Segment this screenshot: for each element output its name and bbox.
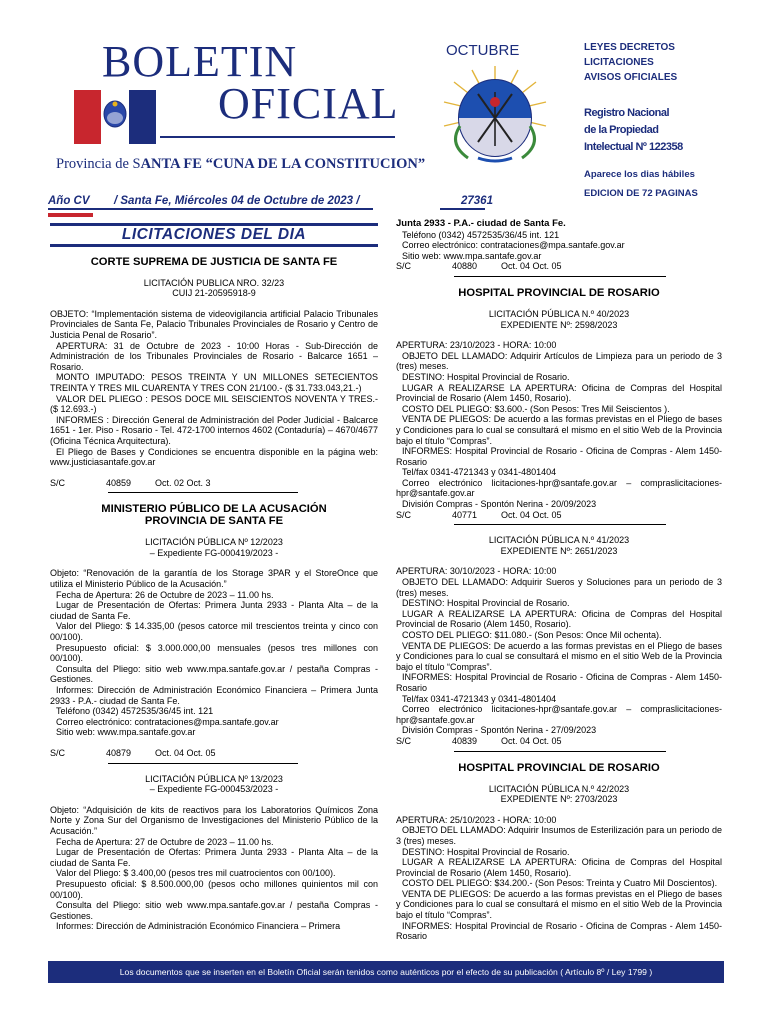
provincial-seal-icon [438,64,552,168]
section-rule-bottom [50,244,378,247]
h41-objeto: OBJETO DEL LLAMADO: Adquirir Sueros y Soluciones para un periodo de 3 (tres) meses. [396,577,722,598]
mpa1-fecha: Fecha de Apertura: 26 de Octubre de 2023 – 11.00 hs. [56,589,274,600]
h40-division: División Compras - Spontón Nerina - 20/09/2023 [402,499,597,510]
h42-lugar: LUGAR A REALIZARSE LA APERTURA: Oficina de Compras del Hospital Provincial de Rosario (Alem 1450, Rosario). [396,857,722,878]
mpa2-presupuesto: Presupuesto oficial: $ 8.500.000,00 (pesos ocho millones quinientos mil con 00/100). [50,878,378,900]
title-oficial: OFICIAL [218,79,399,128]
title-boletin: BOLETIN [102,37,298,86]
mpa2-consulta: Consulta del Pliego: sitio web www.mpa.santafe.gov.ar / pestaña Compras - Gestiones. [50,900,378,921]
lic-number: LICITACIÓN PÚBLICA N.º 42/2023 [488,783,630,794]
mpa1-sitio: Sitio web: www.mpa.santafe.gov.ar [56,727,196,738]
lic-heading [50,537,378,558]
h42-venta: VENTA DE PLIEGOS: De acuerdo a las formas previstas en el Pliego de bases y Condiciones para lo cual se consultará el mismo en el sitio Web de la Provincia bajo el título “Compras”. [396,888,722,921]
registro-propiedad [584,105,683,156]
mpa1-sc-line [50,748,378,759]
sc-number: 40879 [106,747,132,758]
section-title: LICITACIONES DEL DIA [121,226,307,243]
mpa2-fecha: Fecha de Apertura: 27 de Octubre de 2023 – 11.00 hs. [56,836,274,847]
left-column [50,219,378,932]
corte-valor: VALOR DEL PLIEGO : PESOS DOCE MIL SEISCIENTOS NOVENTA Y TRES.- ($ 12.693.-) [50,393,378,415]
h40-costo: COSTO DEL PLIEGO: $3.600.- (Son Pesos: Tres Mil Seiscientos ). [402,403,670,414]
sc-label: S/C [396,261,412,272]
sc-dates: Oct. 04 Oct. 05 [501,509,562,520]
sections-list [584,40,677,85]
lic-expediente: EXPEDIENTE Nº: 2598/2023 [500,319,618,330]
registro-line-3: Intelectual Nº 122358 [584,141,683,153]
h41-correo: Correo electrónico licitaciones-hpr@santafe.gov.ar – compraslicitaciones-hpr@santafe.gov.ar [396,704,722,725]
cont-correo: Correo electrónico: contrataciones@mpa.santafe.gov.ar [402,240,625,251]
mpa1-lugar: Lugar de Presentación de Ofertas: Primera Junta 2933 - Planta Alta – de la ciudad de Santa Fe. [50,600,378,621]
mpa2-objeto: Objeto: “Adquisición de kits de reactivos para los Laboratorios Químicos Zona Norte y Zona Sur del Organismo de Investigaciones del Ministerio Público de la Acusación.” [50,804,378,836]
entity-line-1: MINISTERIO PÚBLICO DE LA ACUSACIÓN [101,503,327,516]
lic-expediente: EXPEDIENTE Nº: 2703/2023 [500,794,618,805]
h42-apertura: APERTURA: 25/10/2023 - HORA: 10:00 [396,814,557,825]
cont-sc-line [396,261,722,272]
corte-sc-line [50,478,378,489]
h40-correo: Correo electrónico licitaciones-hpr@santafe.gov.ar – compraslicitaciones-hpr@santafe.gov.ar [396,477,722,499]
link-avisos-oficiales: AVISOS OFICIALES [584,72,678,83]
corte-apertura: APERTURA: 31 de Octubre de 2023 - 10:00 Horas - Sub-Dirección de Administración de los Tribunales Provinciales de Rosario - Balcarce 1651 – Rosario. [50,340,378,372]
h42-costo: COSTO DEL PLIEGO: $34.200.- (Son Pesos: Treinta y Cuatro Mil Doscientos). [402,878,718,889]
corte-informes: INFORMES : Dirección General de Administración del Poder Judicial - Balcarce 1651 - 1er. Piso - Rosario - Tel. 472-1700 internos 4602 (Contaduría) – 4670/4677 (Oficina Técnica Arquitectura). [50,414,378,446]
corte-objeto: OBJETO: “Implementación sistema de videovigilancia artificial Palacio Tribunales Provinciales de Santa Fe, Palacio Tribunales Provinciales de Rosario y Centro de Justicia Penal de Rosario”. [50,308,378,340]
h41-apertura: APERTURA: 30/10/2023 - HORA: 10:00 [396,566,557,577]
mpa1-consulta: Consulta del Pliego: sitio web www.mpa.santafe.gov.ar / pestaña Compras - Gestiones. [50,663,378,685]
lic-number: LICITACIÓN PÚBLICA N.º 41/2023 [488,535,630,546]
mpa1-informes: Informes: Dirección de Administración Económico Financiera – Primera Junta 2933 - P.A.- ciudad de Santa Fe. [50,685,378,706]
h42-destino: DESTINO: Hospital Provincial de Rosario. [402,846,570,857]
h41-venta: VENTA DE PLIEGOS: De acuerdo a las formas previstas en el Pliego de bases y Condiciones para lo cual se consultará el mismo en el sitio Web de la Provincia bajo el título “Compras”. [396,640,722,672]
lic-number: LICITACIÓN PÚBLICA N.º 40/2023 [488,308,630,319]
sc-dates: Oct. 02 Oct. 3 [155,477,211,488]
h41-tel: Tel/fax 0341-4721343 y 0341-4801404 [402,693,557,704]
divider [454,524,666,525]
h41-sc-line [396,736,722,747]
registro-line-1: Registro Nacional [584,107,670,119]
lic-heading [396,535,722,556]
lic-heading [50,774,378,795]
title-underline [160,136,395,138]
lic-number: LICITACIÓN PUBLICA NRO. 32/23 [143,277,285,288]
entity-line-2: PROVINCIA DE SANTA FE [144,515,284,528]
cont-telefono: Teléfono (0342) 4572535/36/45 int. 121 [402,229,560,240]
divider [108,492,298,493]
sc-number: 40859 [106,477,132,488]
sc-dates: Oct. 04 Oct. 05 [501,735,562,746]
masthead [0,0,770,215]
h40-objeto: OBJETO DEL LLAMADO: Adquirir Artículos de Limpieza para un periodo de 3 (tres) meses. [396,350,722,372]
issue-red-accent [48,213,93,217]
divider [108,763,298,764]
sc-dates: Oct. 04 Oct. 05 [155,747,216,758]
province-name: ANTA FE “CUNA DE LA CONSTITUCION” [140,156,426,172]
sc-number: 40880 [452,261,478,272]
entity-ministerio-publico [50,503,378,527]
issue-number: 27361 [461,195,493,207]
h41-destino: DESTINO: Hospital Provincial de Rosario. [402,598,570,609]
lic-number: LICITACIÓN PÚBLICA Nº 12/2023 [145,537,283,548]
issue-date: / Santa Fe, Miércoles 04 de Octubre de 2023 / [114,195,360,207]
mpa1-telefono: Teléfono (0342) 4572535/36/45 int. 121 [56,706,214,717]
sc-label: S/C [396,509,412,520]
h40-informes: INFORMES: Hospital Provincial de Rosario - Oficina de Compras - Alem 1450- Rosario [396,446,722,467]
corte-pliego: El Pliego de Bases y Condiciones se encuentra disponible en la página web: www.justiciasantafe.gov.ar [50,446,378,468]
sc-label: S/C [50,477,66,488]
santa-fe-flag-icon [74,90,156,144]
sc-number: 40771 [452,509,478,520]
lic-expediente: – Expediente FG-000453/2023 - [149,784,279,795]
lic-cuij: CUIJ 21-20595918-9 [172,288,256,299]
divider [454,751,666,752]
lic-heading [396,784,722,805]
registro-line-2: de la Propiedad [584,124,659,136]
right-column [396,219,722,942]
edicion-label: EDICION DE 72 PAGINAS [584,188,698,199]
issue-rule-number [440,208,485,210]
lic-heading [50,278,378,299]
mpa2-informes: Informes: Dirección de Administración Económico Financiera – Primera [56,921,341,932]
footer-notice: Los documentos que se inserten en el Boletín Oficial serán tenidos como auténticos por el efecto de su publicación ( Artículo 8º / Ley 1799 ) [48,961,724,983]
sc-number: 40839 [452,735,478,746]
link-licitaciones: LICITACIONES [584,57,654,68]
entity-hospital-rosario: HOSPITAL PROVINCIAL DE ROSARIO [458,286,660,299]
lic-expediente: EXPEDIENTE Nº: 2651/2023 [500,545,618,556]
h40-apertura: APERTURA: 23/10/2023 - HORA: 10:00 [396,340,557,351]
mpa1-presupuesto: Presupuesto oficial: $ 3.000.000,00 mensuales (pesos tres millones con 00/100). [50,642,378,664]
mpa1-objeto: Objeto: “Renovación de la garantía de los Storage 3PAR y el StoreOnce que utiliza el Ministerio Público de la Acusación.” [50,568,378,590]
h41-division: División Compras - Spontón Nerina - 27/09/2023 [402,725,597,736]
h41-lugar: LUGAR A REALIZARSE LA APERTURA: Oficina de Compras del Hospital Provincial de Rosario (Alem 1450, Rosario). [396,608,722,630]
h41-costo: COSTO DEL PLIEGO: $11.080.- (Son Pesos: Once Mil ochenta). [402,630,662,640]
issue-rule [48,208,373,210]
sc-dates: Oct. 04 Oct. 05 [501,261,562,272]
province-line [56,156,425,173]
h42-objeto: OBJETO DEL LLAMADO: Adquirir Insumos de Esterilización para un periodo de 3 (tres) meses. [396,825,722,846]
h40-sc-line [396,510,722,521]
month-label: OCTUBRE [446,42,520,59]
corte-monto: MONTO IMPUTADO: PESOS TREINTA Y UN MILLONES SETECIENTOS TREINTA Y TRES MIL CUARENTA Y TRES CON 21/100.- ($ 31.733.043,21.-) [50,372,378,393]
lic-number: LICITACIÓN PÚBLICA Nº 13/2023 [145,773,283,784]
mpa1-correo: Correo electrónico: contrataciones@mpa.santafe.gov.ar [56,716,279,727]
sc-label: S/C [50,747,66,758]
h42-informes: INFORMES: Hospital Provincial de Rosario - Oficina de Compras - Alem 1450- Rosario [396,920,722,942]
sc-label: S/C [396,735,412,746]
entity-hospital-rosario: HOSPITAL PROVINCIAL DE ROSARIO [458,761,660,774]
lic-expediente: – Expediente FG-000419/2023 - [149,547,279,558]
cont-junta: Junta 2933 - P.A.- ciudad de Santa Fe. [396,218,566,229]
mpa2-lugar: Lugar de Presentación de Ofertas: Primera Junta 2933 - Planta Alta – de la ciudad de Santa Fe. [50,847,378,868]
h40-destino: DESTINO: Hospital Provincial de Rosario. [402,371,570,382]
h41-informes: INFORMES: Hospital Provincial de Rosario - Oficina de Compras - Alem 1450- Rosario [396,672,722,693]
province-prefix: Provincia de S [56,156,141,172]
mpa2-valor: Valor del Pliego: $ 3.400,00 (pesos tres mil cuatrocientos con 00/100). [56,868,336,879]
aparece-label: Aparece los dias hábiles [584,169,695,180]
h40-lugar: LUGAR A REALIZARSE LA APERTURA: Oficina de Compras del Hospital Provincial de Rosario (Alem 1450, Rosario). [396,382,722,404]
link-leyes-decretos: LEYES DECRETOS [584,42,675,53]
h40-venta: VENTA DE PLIEGOS: De acuerdo a las formas previstas en el Pliego de bases y Condiciones para lo cual se consultará el mismo en el sitio Web de la Provincia bajo el título “Compras”. [396,414,722,446]
issue-year: Año CV [48,195,90,207]
entity-corte-suprema: CORTE SUPREMA DE JUSTICIA DE SANTA FE [90,255,338,268]
cont-sitio: Sitio web: www.mpa.santafe.gov.ar [402,250,542,261]
divider [454,276,666,277]
mpa1-valor: Valor del Pliego: $ 14.335,00 (pesos catorce mil trescientos treinta y cinco con 00/100). [50,621,378,643]
h40-tel: Tel/fax 0341-4721343 y 0341-4801404 [402,467,557,478]
lic-heading [396,309,722,330]
